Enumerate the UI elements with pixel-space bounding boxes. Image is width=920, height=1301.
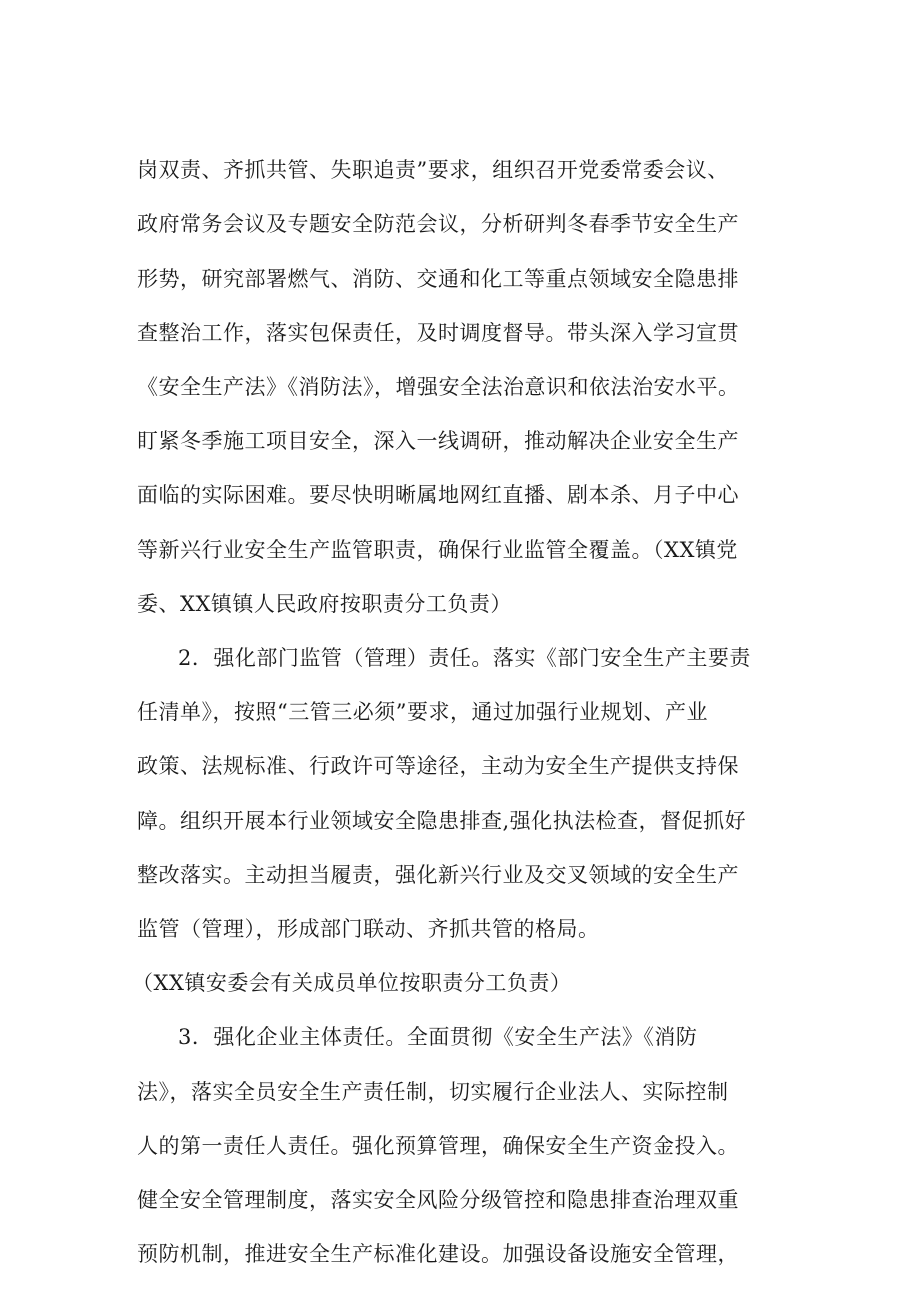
text-line-2: 政府常务会议及专题安全防范会议，分析研判冬春季节安全生产 [137, 212, 739, 236]
text-line-8: 等新兴行业安全生产监管职责，确保行业监管全覆盖。（XX镇党 [137, 538, 738, 562]
responsibility-note: （XX镇安委会有关成员单位按职责分工负责） [132, 971, 572, 995]
text-line-3: 形势，研究部署燃气、消防、交通和化工等重点领域安全隐患排 [137, 267, 739, 291]
text-line-6: 盯紧冬季施工项目安全，深入一线调研，推动解决企业安全生产 [137, 429, 739, 453]
text-line-7: 面临的实际困难。要尽快明晰属地网红直播、剧本杀、月子中心 [137, 483, 739, 507]
text-line-20: 健全安全管理制度，落实安全风险分级管控和隐患排查治理双重 [137, 1188, 739, 1212]
paragraph-3-heading-line: 3．强化企业主体责任。全面贯彻《安全生产法》《消防 [178, 1025, 698, 1049]
text-line-21: 预防机制，推进安全生产标准化建设。加强设备设施安全管理， [137, 1242, 739, 1266]
text-line-15: 监管（管理），形成部门联动、齐抓共管的格局。 [137, 917, 600, 941]
text-line-5: 《安全生产法》《消防法》，增强安全法治意识和依法治安水平。 [137, 375, 740, 399]
text-line-18: 法》，落实全员安全生产责任制，切实履行企业法人、实际控制 [137, 1080, 729, 1104]
text-line-12: 政策、法规标准、行政许可等途径，主动为安全生产提供支持保 [137, 754, 739, 778]
text-line-9: 委、XX镇镇人民政府按职责分工负责） [137, 592, 512, 616]
paragraph-2-heading-line: 2．强化部门监管（管理）责任。落实《部门安全生产主要责 [178, 646, 751, 670]
text-line-14: 整改落实。主动担当履责，强化新兴行业及交叉领域的安全生产 [137, 863, 739, 887]
text-line-13: 障。组织开展本行业领域安全隐患排查,强化执法检查，督促抓好 [137, 809, 747, 833]
text-line-19: 人的第一责任人责任。强化预算管理，确保安全生产资金投入。 [137, 1134, 739, 1158]
text-line-11: 任清单》，按照“三管三必须”要求，通过加强行业规划、产业 [137, 700, 708, 724]
text-line-4: 查整治工作，落实包保责任，及时调度督导。带头深入学习宣贯 [137, 321, 739, 345]
text-line-1: 岗双责、齐抓共管、失职追责”要求，组织召开党委常委会议、 [137, 158, 729, 182]
